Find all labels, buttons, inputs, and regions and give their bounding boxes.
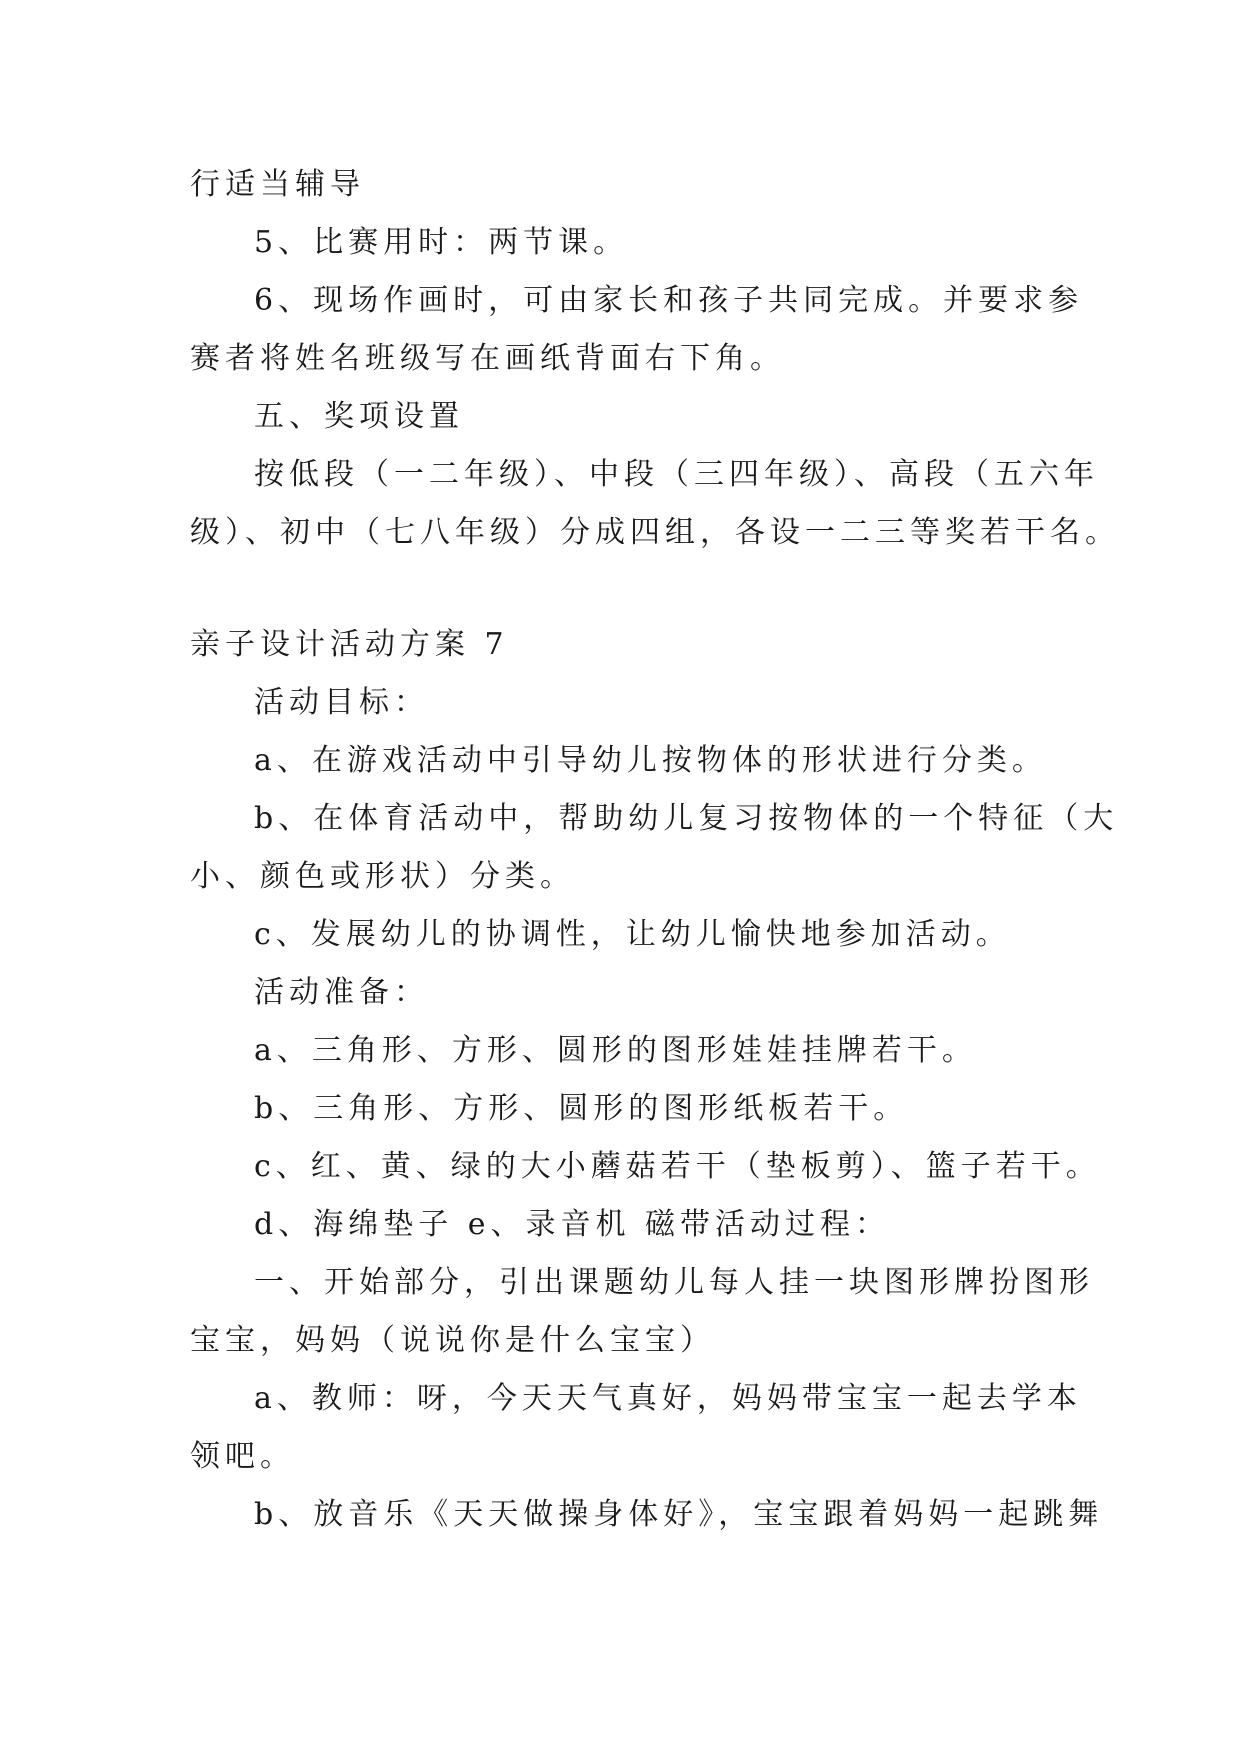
text-line: 赛者将姓名班级写在画纸背面右下角。 <box>190 341 785 376</box>
text-line: 按低段（一二年级）、中段（三四年级）、高段（五六年 <box>254 457 1099 492</box>
text-line: 小、颜色或形状）分类。 <box>190 859 575 894</box>
section-heading: 五、奖项设置 <box>254 399 464 434</box>
text-line: 宝宝，妈妈（说说你是什么宝宝） <box>190 1323 715 1358</box>
text-line: a、在游戏活动中引导幼儿按物体的形状进行分类。 <box>254 743 1047 778</box>
text-line: b、三角形、方形、圆形的图形纸板若干。 <box>254 1091 909 1126</box>
text-line: b、放音乐《天天做操身体好》，宝宝跟着妈妈一起跳舞 <box>254 1497 1104 1532</box>
section-heading: 活动目标： <box>254 685 429 720</box>
text-line: 6、现场作画时，可由家长和孩子共同完成。并要求参 <box>254 283 1084 318</box>
text-line: d、海绵垫子 e、录音机 磁带活动过程： <box>254 1207 891 1242</box>
text-line: 一、开始部分，引出课题幼儿每人挂一块图形牌扮图形 <box>254 1265 1094 1300</box>
text-line: 行适当辅导 <box>190 167 365 202</box>
text-line: c、红、黄、绿的大小蘑菇若干（垫板剪）、篮子若干。 <box>254 1149 1101 1184</box>
text-line: b、在体育活动中，帮助幼儿复习按物体的一个特征（大 <box>254 801 1119 836</box>
text-line: a、教师：呀，今天天气真好，妈妈带宝宝一起去学本 <box>254 1381 1082 1416</box>
text-line: 级）、初中（七八年级）分成四组，各设一二三等奖若干名。 <box>190 515 1120 550</box>
text-line: 领吧。 <box>190 1439 295 1474</box>
text-line: c、发展幼儿的协调性，让幼儿愉快地参加活动。 <box>254 917 1011 952</box>
text-line: a、三角形、方形、圆形的图形娃娃挂牌若干。 <box>254 1033 977 1068</box>
document-title: 亲子设计活动方案 7 <box>190 627 509 662</box>
section-heading: 活动准备： <box>254 975 429 1010</box>
text-line: 5、比赛用时：两节课。 <box>254 225 629 260</box>
